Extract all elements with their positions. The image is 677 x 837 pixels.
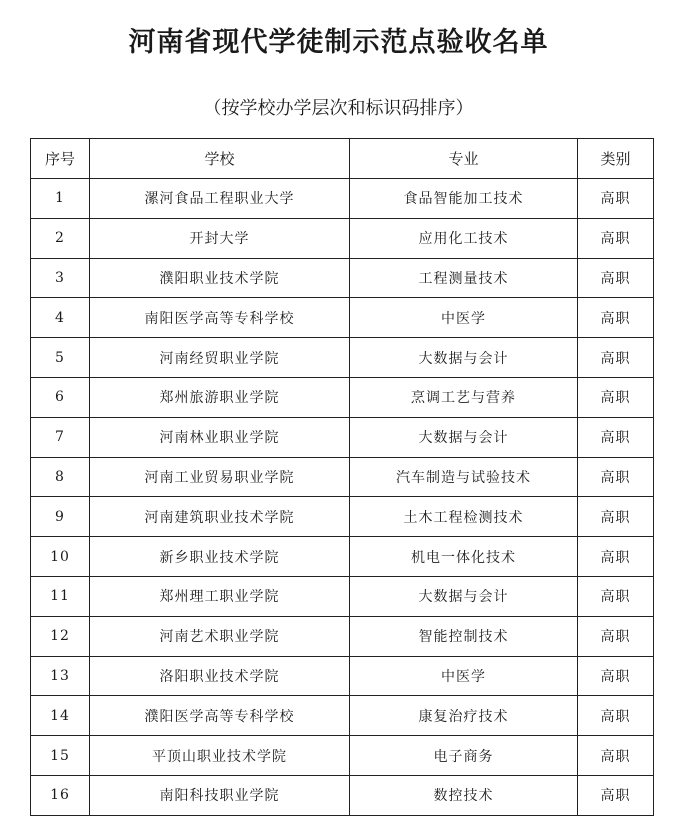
cell-index: 9: [31, 497, 90, 537]
cell-school: 洛阳职业技术学院: [90, 656, 350, 696]
cell-school: 漯河食品工程职业大学: [90, 179, 350, 219]
cell-index: 3: [31, 258, 90, 298]
cell-major: 数控技术: [350, 775, 578, 815]
cell-category: 高职: [578, 616, 654, 656]
cell-category: 高职: [578, 696, 654, 736]
cell-index: 11: [31, 576, 90, 616]
cell-major: 中医学: [350, 298, 578, 338]
cell-major: 食品智能加工技术: [350, 179, 578, 219]
header-index: 序号: [31, 139, 90, 179]
table-row: [31, 298, 654, 338]
table-row: [31, 616, 654, 656]
cell-category: 高职: [578, 537, 654, 577]
table-row: [31, 696, 654, 736]
cell-school: 开封大学: [90, 218, 350, 258]
cell-major: 智能控制技术: [350, 616, 578, 656]
cell-school: 新乡职业技术学院: [90, 537, 350, 577]
cell-major: 工程测量技术: [350, 258, 578, 298]
cell-major: 电子商务: [350, 736, 578, 776]
cell-index: 10: [31, 537, 90, 577]
cell-major: 土木工程检测技术: [350, 497, 578, 537]
cell-major: 中医学: [350, 656, 578, 696]
cell-school: 河南林业职业学院: [90, 417, 350, 457]
table-row: [31, 218, 654, 258]
table-header-row: [31, 139, 654, 179]
header-school: 学校: [90, 139, 350, 179]
cell-major: 大数据与会计: [350, 576, 578, 616]
cell-index: 6: [31, 377, 90, 417]
table-row: [31, 377, 654, 417]
cell-school: 平顶山职业技术学院: [90, 736, 350, 776]
cell-index: 14: [31, 696, 90, 736]
cell-school: 濮阳职业技术学院: [90, 258, 350, 298]
table-row: [31, 537, 654, 577]
table-row: [31, 179, 654, 219]
cell-category: 高职: [578, 497, 654, 537]
cell-category: 高职: [578, 258, 654, 298]
cell-school: 河南建筑职业技术学院: [90, 497, 350, 537]
cell-index: 7: [31, 417, 90, 457]
cell-category: 高职: [578, 298, 654, 338]
table-row: [31, 656, 654, 696]
cell-major: 汽车制造与试验技术: [350, 457, 578, 497]
table-row: [31, 775, 654, 815]
table-body: [31, 179, 654, 816]
cell-index: 1: [31, 179, 90, 219]
cell-major: 机电一体化技术: [350, 537, 578, 577]
cell-index: 5: [31, 338, 90, 378]
table-row: [31, 736, 654, 776]
cell-category: 高职: [578, 576, 654, 616]
cell-index: 2: [31, 218, 90, 258]
cell-category: 高职: [578, 179, 654, 219]
cell-major: 应用化工技术: [350, 218, 578, 258]
table-row: [31, 497, 654, 537]
cell-school: 河南艺术职业学院: [90, 616, 350, 656]
table-row: [31, 576, 654, 616]
cell-category: 高职: [578, 457, 654, 497]
cell-school: 河南经贸职业学院: [90, 338, 350, 378]
cell-category: 高职: [578, 338, 654, 378]
cell-category: 高职: [578, 775, 654, 815]
cell-category: 高职: [578, 736, 654, 776]
cell-school: 南阳医学高等专科学校: [90, 298, 350, 338]
header-major: 专业: [350, 139, 578, 179]
cell-major: 大数据与会计: [350, 338, 578, 378]
cell-index: 8: [31, 457, 90, 497]
table-row: [31, 258, 654, 298]
document-title: 河南省现代学徒制示范点验收名单: [128, 27, 549, 58]
cell-school: 河南工业贸易职业学院: [90, 457, 350, 497]
table-row: [31, 338, 654, 378]
cell-major: 康复治疗技术: [350, 696, 578, 736]
cell-category: 高职: [578, 656, 654, 696]
document-subtitle: （按学校办学层次和标识码排序）: [203, 98, 474, 119]
cell-school: 郑州理工职业学院: [90, 576, 350, 616]
table-row: [31, 457, 654, 497]
cell-major: 大数据与会计: [350, 417, 578, 457]
cell-category: 高职: [578, 218, 654, 258]
cell-category: 高职: [578, 377, 654, 417]
cell-category: 高职: [578, 417, 654, 457]
cell-school: 郑州旅游职业学院: [90, 377, 350, 417]
cell-index: 4: [31, 298, 90, 338]
header-category: 类别: [578, 139, 654, 179]
cell-index: 15: [31, 736, 90, 776]
roster-table: [30, 138, 654, 816]
cell-index: 13: [31, 656, 90, 696]
cell-school: 南阳科技职业学院: [90, 775, 350, 815]
cell-index: 12: [31, 616, 90, 656]
cell-major: 烹调工艺与营养: [350, 377, 578, 417]
cell-index: 16: [31, 775, 90, 815]
cell-school: 濮阳医学高等专科学校: [90, 696, 350, 736]
table-row: [31, 417, 654, 457]
